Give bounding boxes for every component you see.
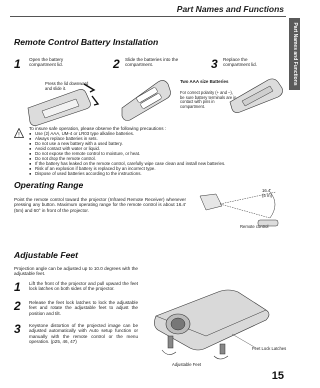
remote-control-label: Remote control: [240, 224, 269, 229]
precaution-item: ● If the battery has leaked on the remote control, carefully wipe case clean and install new batteries.: [29, 162, 279, 167]
adjustable-feet-label: Adjustable Feet: [172, 362, 202, 367]
battery-step-2-text: Slide the batteries into the compartment.: [125, 57, 179, 68]
precaution-item: ● Use (2) AAA, UM-4 or LR03 type alkaline batteries.: [29, 132, 279, 137]
range-distance-metric: (5 m): [262, 193, 273, 198]
feet-step-2-text: Release the feet lock latches to lock the adjustable feet and rotate the adjustable feet to adjust the position and tilt.: [29, 300, 138, 316]
battery-step-2-number: 2: [113, 57, 120, 71]
side-tab-label: Part Names and Functions: [291, 22, 298, 86]
battery-step-3-number: 3: [211, 57, 218, 71]
precaution-item: ● Avoid contact with water or liquid.: [29, 147, 279, 152]
aaa-batteries-title: Two AAA size Batteries: [180, 79, 229, 84]
page-number: 15: [271, 370, 284, 382]
precaution-item: ● Do not use a new battery with a used battery.: [29, 142, 279, 147]
adjustable-feet-intro: Projection angle can be adjusted up to 10.0 degrees with the adjustable feet.: [14, 266, 138, 277]
precaution-item: ● Do not expose the remote control to moisture, or heat.: [29, 152, 279, 157]
precautions-intro: To insure safe operation, please observe the following precautions :: [29, 126, 167, 131]
page-header-title: Part Names and Functions: [176, 4, 284, 14]
battery-step-1-text: Open the battery compartment lid.: [29, 57, 64, 68]
feet-step-2-number: 2: [14, 299, 21, 313]
battery-step-3-text: Replace the compartment lid.: [223, 57, 257, 68]
batteries-illustration: [118, 74, 174, 122]
feet-step-3-number: 3: [14, 322, 21, 336]
precautions-list: [29, 132, 279, 177]
aaa-batteries-note: For correct polarity (+ and –), be sure battery terminals are in contact with pins in compartment.: [180, 90, 237, 109]
adjustable-feet-heading: Adjustable Feet: [14, 250, 78, 260]
press-lid-note: Press the lid downward and slide it.: [45, 81, 89, 91]
remote-closed-illustration: [228, 72, 288, 114]
remote-lid-illustration: [24, 78, 104, 128]
range-distance-label: 16.4': [262, 188, 272, 193]
feet-lock-latches-label: Feet Lock Latches: [252, 346, 287, 351]
precaution-item: ● Do not drop the remote control.: [29, 157, 279, 162]
precaution-item: ● Risk of an explosion if battery is replaced by an incorrect type.: [29, 167, 279, 172]
side-tab: [289, 18, 300, 90]
battery-step-1-number: 1: [14, 57, 21, 71]
battery-heading: Remote Control Battery Installation: [14, 37, 159, 47]
feet-step-1-number: 1: [14, 280, 21, 294]
feet-step-1-text: Lift the front of the projector and pull upward the feet lock latches on both sides of the projector.: [29, 281, 138, 292]
precaution-item: ● Dispose of used batteries according to the instructions.: [29, 172, 279, 177]
precaution-item: ● Always replace batteries in sets.: [29, 137, 279, 142]
svg-text:!: !: [18, 132, 20, 138]
caution-icon: [14, 128, 24, 138]
feet-step-3-text: Keystone distortion of the projected image can be adjusted automatically with Auto setup function or manually with the remote control or the menu operation. (p25, 46, 47): [29, 323, 138, 345]
operating-range-heading: Operating Range: [14, 180, 84, 190]
operating-range-text: Point the remote control toward the projector (Infrared Remote Receiver) whenever pressing any button. Maximum operating range for the remote control is about 16.4' (5m) and 60° in front of the projector.: [14, 197, 186, 213]
header-rule: [10, 16, 286, 17]
